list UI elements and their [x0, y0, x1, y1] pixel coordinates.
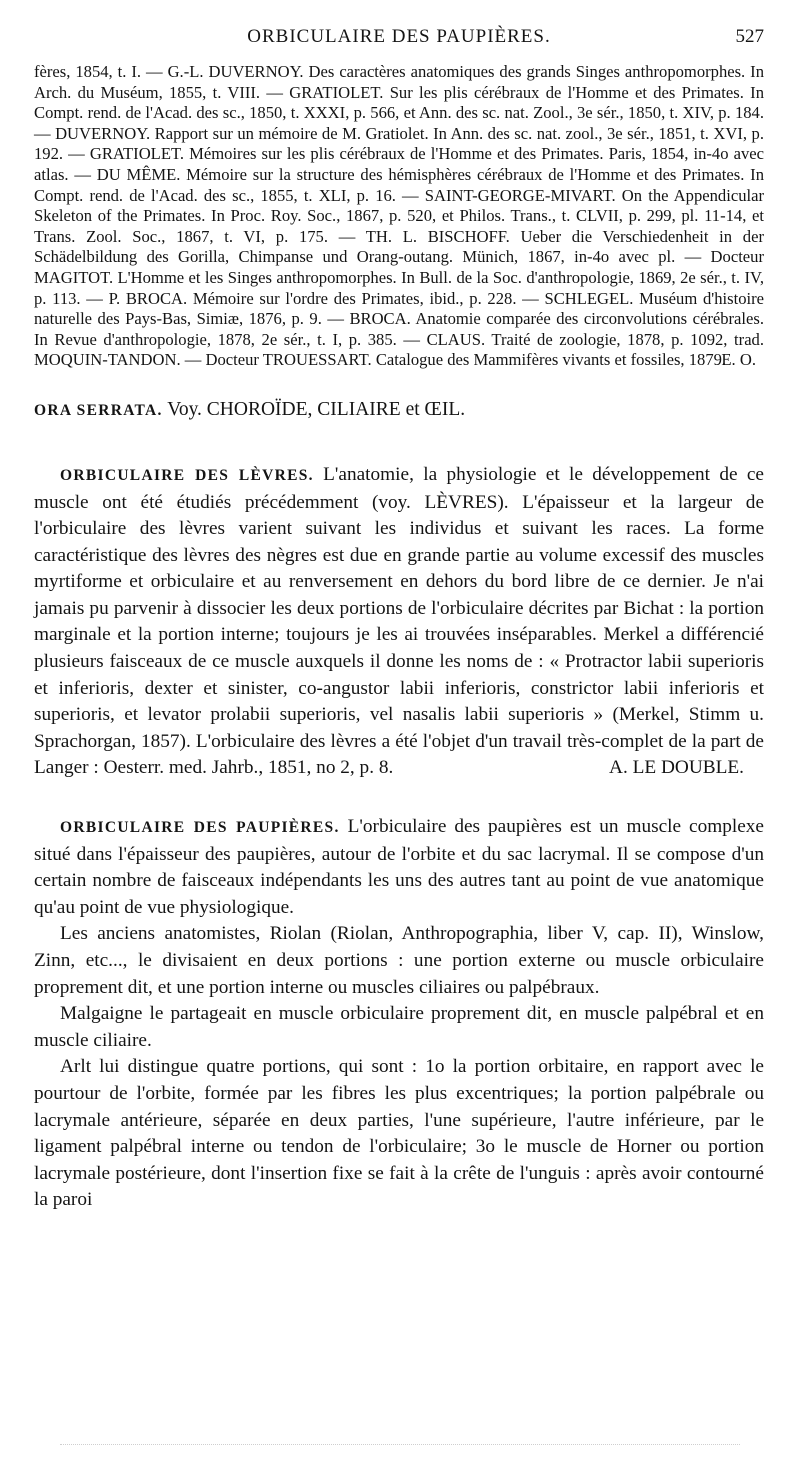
running-header [34, 26, 764, 56]
page-title: ORBICULAIRE DES PAUPIÈRES. [247, 26, 551, 47]
bibliography-signature: E. O. [721, 350, 756, 370]
entry-text: L'anatomie, la physiologie et le développement de ce muscle ont été étudiés précédemment (voy. LÈVRES). L'épaisseur et la largeur de l'orbiculaire des lèvres varient suivant les individus et suivant les races. La forme caractéristique des lèvres des nègres est due en grande partie au volume excessif des muscles myrtiforme et orbiculaire et au renversement en dehors du bord libre de ce dernier. Je n'ai jamais pu parvenir à dissocier les deux portions de l'orbiculaire décrites par Bichat : la portion marginale et la portion interne; toujours je les ai trouvées inséparables. Merkel a différencié plusieurs faisceaux de ce muscle auxquels il donne les noms de : « Protractor labii superioris et inferioris, dexter et sinister, co-angustor labii inferioris, constrictor labii inferioris et superioris, et levator prolabii superioris, vel nasalis labii superioris » (Merkel, Stimm u. Sprachorgan, 1857). L'orbiculaire des lèvres a été l'objet d'un travail très-complet de la part de Langer : Oesterr. med. Jahrb., 1851, no 2, p. 8. [34, 463, 764, 779]
paragraph: Arlt lui distingue quatre portions, qui sont : 1o la portion orbitaire, en rapport avec le pourtour de l'orbite, formée par les fibres les plus excentriques; la portion palpébrale ou lacrymale antérieure, séparée en deux parties, l'une supérieure, l'autre inférieure, par le ligament palpébral interne ou tendon de l'orbiculaire; 3o le muscle de Horner ou portion lacrymale postérieure, dont l'insertion fixe se fait à la crête de l'unguis : après avoir contourné la paroi [34, 1056, 764, 1211]
entry-signature: A. LE DOUBLE. [609, 757, 744, 779]
entry-orbiculaire-paupieres [34, 814, 764, 1214]
paragraph: L'orbiculaire des paupières est un muscle complexe situé dans l'épaisseur des paupières, autour de l'orbite et du sac lacrymal. Il se compose d'un certain nombre de faisceaux indépendants les uns des autres tant au point de vue anatomique qu'au point de vue physiologique. [34, 816, 764, 918]
bibliography-block [34, 62, 764, 371]
page-number: 527 [735, 26, 764, 47]
entry-headword: ORBICULAIRE DES PAUPIÈRES. [60, 819, 340, 837]
paragraph: Malgaigne le partageait en muscle orbiculaire proprement dit, en muscle palpébral et en muscle ciliaire. [34, 1003, 764, 1051]
page-bottom-artifact [60, 1444, 740, 1447]
entry-headword: ORA SERRATA. [34, 401, 163, 419]
entry-text: Voy. CHOROÏDE, CILIAIRE et ŒIL. [167, 398, 466, 420]
paragraph: Les anciens anatomistes, Riolan (Riolan, Anthropographia, liber V, cap. II), Winslow, Zinn, etc..., le divisaient en deux portions : une portion externe ou muscle orbiculaire proprement dit, et une portion interne ou muscles ciliaires ou palpébraux. [34, 923, 764, 998]
entry-headword: ORBICULAIRE DES LÈVRES. [60, 466, 314, 484]
entry-orbiculaire-levres [34, 462, 764, 782]
entry-ora-serrata [34, 397, 764, 424]
bibliography-text: fères, 1854, t. I. — G.-L. DUVERNOY. Des caractères anatomiques des grands Singes anthropomorphes. In Arch. du Muséum, 1855, t. VIII. — GRATIOLET. Sur les plis cérébraux de l'Homme et des Primates. In Compt. rend. de l'Acad. des sc., 1850, t. XXXI, p. 566, et Ann. des sc. nat. Zool., 3e sér., 1850, t. XIV, p. 184. — DUVERNOY. Rapport sur un mémoire de M. Gratiolet. In Ann. des sc. nat. zool., 3e sér., 1851, t. XVI, p. 192. — GRATIOLET. Mémoires sur les plis cérébraux de l'Homme et des Primates. Paris, 1854, in-4o avec atlas. — DU MÊME. Mémoire sur la structure des hémisphères cérébraux de l'Homme et des Primates. In Compt. rend. de l'Acad. des sc., 1855, t. XLI, p. 16. — SAINT-GEORGE-MIVART. On the Appendicular Skeleton of the Primates. In Proc. Roy. Soc., 1867, p. 520, et Philos. Trans., t. CLVII, p. 299, pl. 11-14, et Trans. Zool. Soc., 1867, t. VI, p. 175. — TH. L. BISCHOFF. Ueber die Verschiedenheit in der Schädelbildung des Gorilla, Chimpanse und Orang-outang. Münich, 1867, in-4o avec pl. — Docteur MAGITOT. L'Homme et les Singes anthropomorphes. In Bull. de la Soc. d'anthropologie, 1869, 2e sér., t. IV, p. 113. — P. BROCA. Mémoire sur l'ordre des Primates, ibid., p. 228. — SCHLEGEL. Muséum d'histoire naturelle des Pays-Bas, Simiæ, 1876, p. 9. — BROCA. Anatomie comparée des circonvolutions cérébrales. In Revue d'anthropologie, 1878, 2e sér., t. I, p. 385. — CLAUS. Traité de zoologie, 1878, p. 1092, trad. MOQUIN-TANDON. — Docteur TROUESSART. Catalogue des Mammifères vivants et fossiles, 1879. [34, 62, 764, 370]
